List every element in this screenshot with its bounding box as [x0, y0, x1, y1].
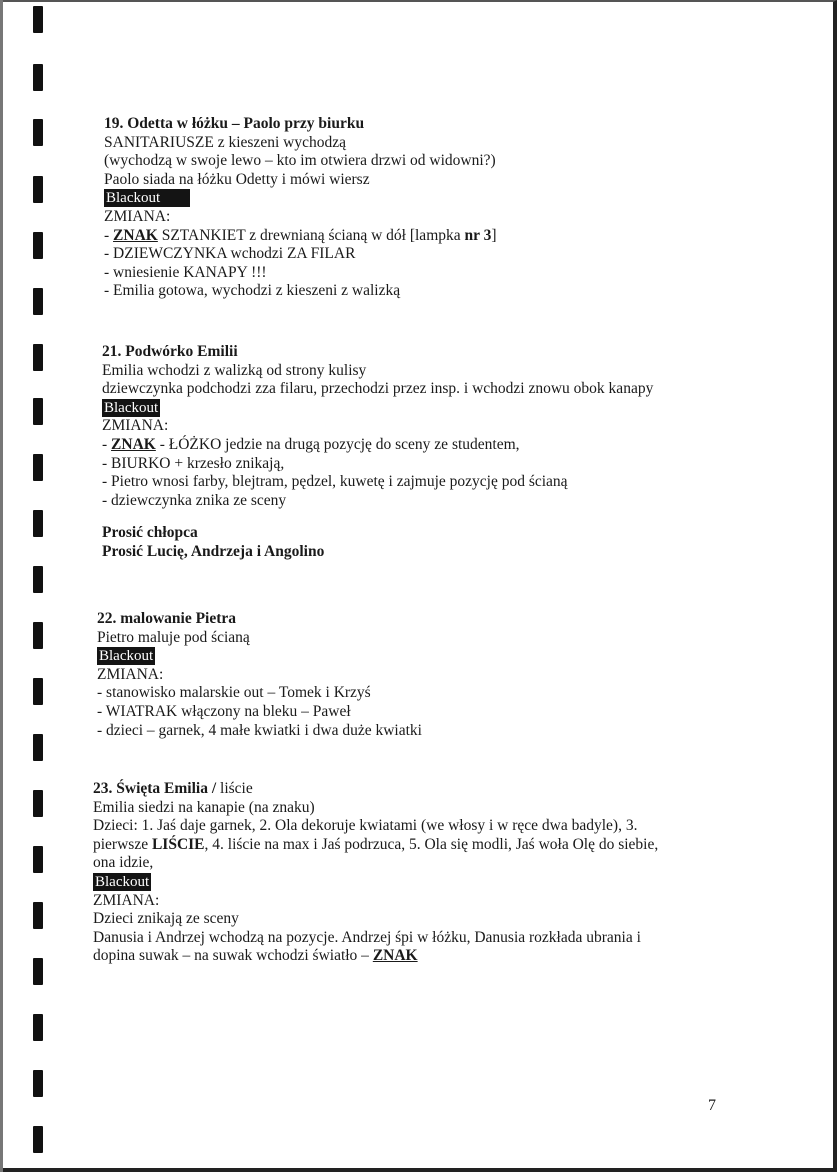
- blackout-label: Blackout: [95, 873, 150, 890]
- binding-hole: [33, 790, 43, 817]
- call-note: Prosić Lucię, Andrzeja i Angolino: [102, 542, 325, 560]
- section-23: [93, 780, 658, 966]
- znak-marker: ZNAK: [111, 435, 156, 453]
- text-line: pierwsze LIŚCIE, 4. liście na max i Jaś podrzuca, 5. Ola się modli, Jaś woła Olę do siebie,: [93, 835, 659, 853]
- text-line: (wychodzą w swoje lewo – kto im otwiera drzwi od widowni?): [104, 152, 496, 170]
- call-note: Prosić chłopca: [102, 524, 198, 542]
- page-number: 7: [708, 1097, 716, 1114]
- text-line: dziewczynka podchodzi zza filaru, przechodzi przez insp. i wchodzi znowu obok kanapy: [102, 380, 654, 398]
- binding-hole: [33, 1070, 43, 1097]
- text-line: Dzieci znikają ze sceny: [93, 910, 239, 928]
- section-22: [97, 610, 422, 740]
- text-line: Pietro maluje pod ścianą: [97, 628, 250, 646]
- change-item: - BIURKO + krzesło znikają,: [102, 454, 285, 472]
- change-item: - WIATRAK włączony na bleku – Paweł: [97, 702, 351, 720]
- section-title: 23. Święta Emilia / liście: [93, 780, 253, 797]
- binding-hole: [33, 734, 43, 761]
- text-line: ona idzie,: [93, 854, 154, 872]
- text-line: Emilia wchodzi z walizką od strony kulisy: [102, 361, 367, 379]
- binding-hole: [33, 1014, 43, 1041]
- binding-hole: [33, 454, 43, 481]
- znak-marker: ZNAK: [372, 947, 418, 965]
- znak-marker: ZNAK: [113, 226, 158, 244]
- text-line: Emilia siedzi na kanapie (na znaku): [93, 798, 315, 816]
- text-line: Danusia i Andrzej wchodzą na pozycje. Andrzej śpi w łóżku, Danusia rozkłada ubrania i: [93, 928, 641, 946]
- change-item: - Pietro wnosi farby, blejtram, pędzel, kuwetę i zajmuje pozycję pod ścianą: [102, 473, 568, 491]
- binding-hole: [33, 902, 43, 929]
- change-item: - ZNAK SZTANKIET z drewnianą ścianą w dół [lampka nr 3]: [104, 226, 497, 244]
- binding-hole: [33, 622, 43, 649]
- binding-hole: [33, 119, 43, 146]
- binding-hole: [33, 398, 43, 425]
- binding-hole: [33, 958, 43, 985]
- binding-hole: [33, 232, 43, 259]
- section-title: 21. Podwórko Emilii: [102, 343, 238, 360]
- change-item: - wniesienie KANAPY !!!: [104, 263, 267, 281]
- text-line: Dzieci: 1. Jaś daje garnek, 2. Ola dekoruje kwiatami (we włosy i w ręce dwa badyle), 3.: [93, 817, 638, 835]
- binding-hole: [33, 288, 43, 315]
- text-line: Paolo siada na łóżku Odetty i mówi wiersz: [104, 170, 370, 188]
- binding-hole: [33, 1126, 43, 1153]
- change-item: - Emilia gotowa, wychodzi z kieszeni z walizką: [104, 282, 401, 300]
- blackout-label: Blackout: [104, 399, 159, 416]
- section-21: [102, 343, 653, 562]
- change-heading: ZMIANA:: [104, 207, 171, 225]
- change-item: - dzieci – garnek, 4 małe kwiatki i dwa duże kwiatki: [97, 721, 422, 739]
- section-title: 19. Odetta w łóżku – Paolo przy biurku: [104, 115, 365, 132]
- change-item: - stanowisko malarskie out – Tomek i Krzyś: [97, 684, 371, 702]
- change-heading: ZMIANA:: [102, 417, 169, 435]
- binding-hole: [33, 566, 43, 593]
- blackout-label: Blackout: [99, 648, 154, 665]
- binding-hole: [33, 344, 43, 371]
- change-heading: ZMIANA:: [97, 665, 164, 683]
- section-19: [104, 115, 497, 301]
- binding-hole: [33, 846, 43, 873]
- text-line: SANITARIUSZE z kieszeni wychodzą: [104, 133, 346, 151]
- binding-hole: [33, 64, 43, 91]
- change-heading: ZMIANA:: [93, 891, 160, 909]
- text-line: dopina suwak – na suwak wchodzi światło – ZNAK: [93, 947, 418, 965]
- page-left-edge: [0, 0, 3, 1172]
- change-item: - dziewczynka znika ze sceny: [102, 491, 287, 509]
- binding-hole: [33, 678, 43, 705]
- change-item: - DZIEWCZYNKA wchodzi ZA FILAR: [104, 245, 356, 263]
- binding-hole: [33, 6, 43, 33]
- change-item: - ZNAK - ŁÓŻKO jedzie na drugą pozycję do sceny ze studentem,: [102, 435, 520, 453]
- binding-hole: [33, 510, 43, 537]
- section-title: 22. malowanie Pietra: [97, 610, 237, 627]
- blackout-label: Blackout: [104, 189, 190, 207]
- binding-hole: [33, 176, 43, 203]
